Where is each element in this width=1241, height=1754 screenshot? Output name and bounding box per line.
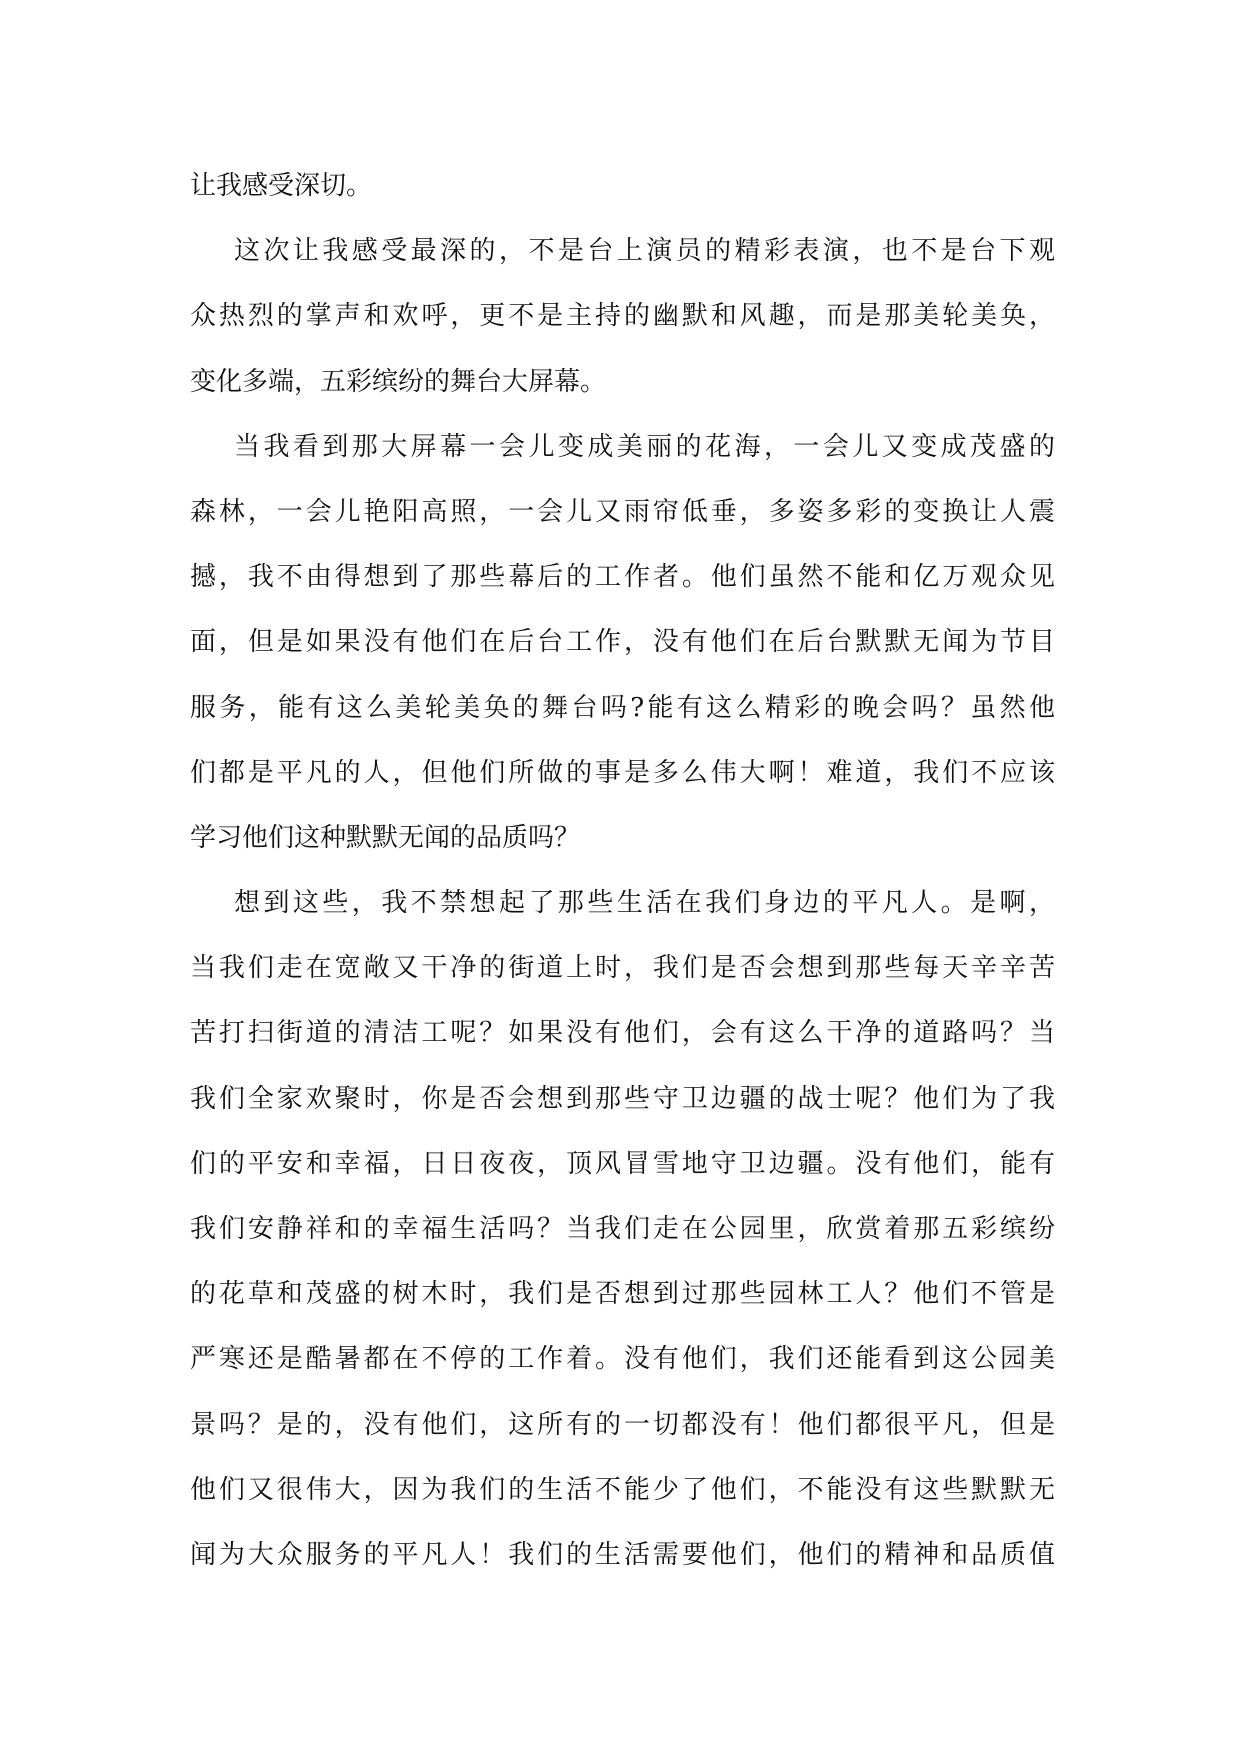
text-line: 撼，我不由得想到了那些幕后的工作者。他们虽然不能和亿万观众见: [190, 562, 1055, 593]
essay-body: [190, 154, 1055, 1588]
text-line: 让我感受深切。: [190, 171, 373, 201]
text-line: 当我看到那大屏幕一会儿变成美丽的花海，一会儿又变成茂盛的: [234, 431, 1055, 462]
text-line: 闻为大众服务的平凡人！我们的生活需要他们，他们的精神和品质值: [190, 1539, 1055, 1570]
text-line: 变化多端，五彩缤纷的舞台大屏幕。: [190, 366, 607, 397]
text-line: 服务，能有这么美轮美奂的舞台吗?能有这么精彩的晚会吗？虽然他: [190, 692, 1055, 723]
text-line: 苦打扫街道的清洁工呢？如果没有他们，会有这么干净的道路吗？当: [190, 1018, 1055, 1049]
text-line: 景吗？是的，没有他们，这所有的一切都没有！他们都很平凡，但是: [190, 1409, 1055, 1440]
text-line: 的花草和茂盛的树木时，我们是否想到过那些园林工人？他们不管是: [190, 1279, 1055, 1310]
text-line: 森林，一会儿艳阳高照，一会儿又雨帘低垂，多姿多彩的变换让人震: [190, 496, 1055, 527]
text-line: 他们又很伟大，因为我们的生活不能少了他们，不能没有这些默默无: [190, 1474, 1055, 1505]
text-line: 众热烈的掌声和欢呼，更不是主持的幽默和风趣，而是那美轮美奂，: [190, 301, 1055, 332]
text-line: 们都是平凡的人，但他们所做的事是多么伟大啊！难道，我们不应该: [190, 757, 1055, 788]
text-line: 严寒还是酷暑都在不停的工作着。没有他们，我们还能看到这公园美: [190, 1344, 1055, 1375]
text-line: 想到这些，我不禁想起了那些生活在我们身边的平凡人。是啊，: [234, 888, 1055, 919]
text-line: 我们安静祥和的幸福生活吗？当我们走在公园里，欣赏着那五彩缤纷: [190, 1214, 1055, 1244]
text-line: 面，但是如果没有他们在后台工作，没有他们在后台默默无闻为节目: [190, 627, 1055, 658]
text-line: 们的平安和幸福，日日夜夜，顶风冒雪地守卫边疆。没有他们，能有: [190, 1148, 1055, 1179]
text-line: 这次让我感受最深的，不是台上演员的精彩表演，也不是台下观: [234, 236, 1055, 267]
text-line: 当我们走在宽敞又干净的街道上时，我们是否会想到那些每天辛辛苦: [190, 953, 1055, 984]
text-line: 学习他们这种默默无闻的品质吗？: [190, 822, 581, 853]
text-line: 我们全家欢聚时，你是否会想到那些守卫边疆的战士呢？他们为了我: [190, 1083, 1055, 1114]
